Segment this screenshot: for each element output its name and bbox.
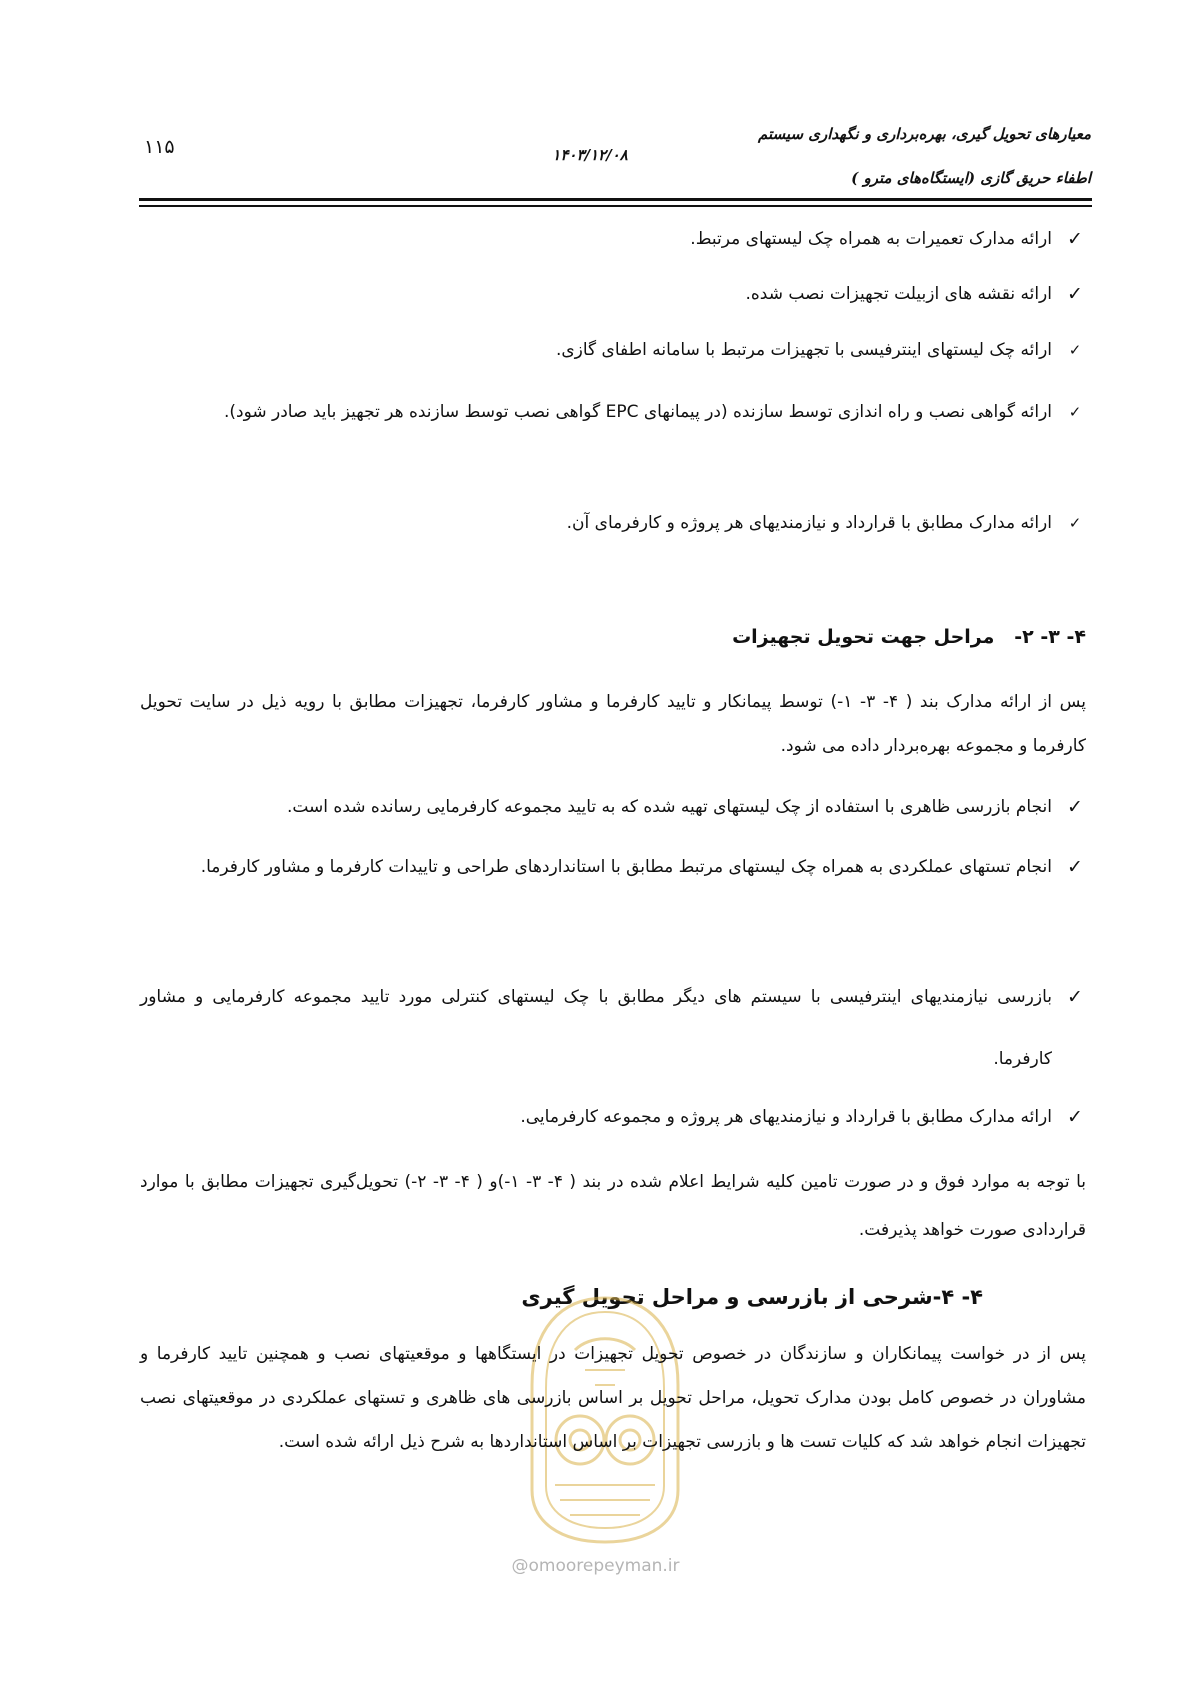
list-item: ✓ ارائه مدارک تعمیرات به همراه چک لیستهای مرتبط.	[140, 212, 1086, 266]
checkmark-icon: ✓	[1067, 796, 1083, 818]
page-number: ۱۱۵	[144, 136, 175, 158]
header-title-line1: معیارهای تحویل گیری، بهره‌برداری و نگهداری سیستم	[758, 125, 1091, 143]
header-title-line2: اطفاء حریق گازی (ایستگاه‌های مترو )	[851, 169, 1091, 187]
checkmark-icon: ✓	[1067, 986, 1083, 1008]
watermark-url: @omoorepeyman.ir	[511, 1556, 680, 1576]
header-rule-thin	[139, 205, 1092, 207]
section-conclusion: با توجه به موارد فوق و در صورت تامین کلیه شرایط اعلام شده در بند ( ۴- ۳- ۱-)و ( ۴- ۳- ۲-) تحویل‌گیری تجهیزات مطابق با موارد قراردادی صورت خواهد پذیرفت.	[140, 1172, 1087, 1240]
list-item: ✓ انجام بازرسی ظاهری با استفاده از چک لیستهای تهیه شده که به تایید مجموعه کارفرمایی رسانده شده است.	[140, 780, 1086, 834]
section-title: مراحل جهت تحویل تجهیزات	[732, 626, 995, 648]
list-item: ✓ بازرسی نیازمندیهای اینترفیسی با سیستم های دیگر مطابق با چک لیستهای کنترلی مورد تایید مجموعه کارفرمایی و مشاور کارفرما.	[140, 966, 1086, 1092]
checkmark-icon: ✓	[1067, 283, 1083, 305]
checkmark-icon: ✓	[1067, 228, 1083, 250]
checkmark-icon: ✓	[1067, 856, 1083, 878]
list-item: ✓ انجام تستهای عملکردی به همراه چک لیستهای مرتبط مطابق با استانداردهای طراحی و تاییدات کارفرما و مشاور کارفرما.	[140, 836, 1086, 962]
checkmark-icon: ✓	[1068, 514, 1082, 532]
header-date: ۱۴۰۳/۱۲/۰۸	[552, 146, 628, 164]
section-number: ۴- ۳- ۲-	[1014, 626, 1086, 648]
list-item: ✓ ارائه نقشه های ازبیلت تجهیزات نصب شده.	[140, 267, 1086, 321]
section-intro: پس از ارائه مدارک بند ( ۴- ۳- ۱-) توسط پیمانکار و تایید کارفرما و مشاور کارفرما، تجهیزات مطابق با رویه ذیل در سایت تحویل کارفرما و مجموعه بهره‌بردار داده می شود.	[140, 692, 1087, 756]
header-rule-thick	[139, 198, 1092, 201]
list-item: ✓ ارائه مدارک مطابق با قرارداد و نیازمندیهای هر پروژه و مجموعه کارفرمایی.	[140, 1090, 1086, 1144]
checkmark-icon: ✓	[1068, 403, 1082, 421]
checkmark-icon: ✓	[1068, 341, 1082, 359]
section-4-4-paragraph: پس از در خواست پیمانکاران و سازندگان در خصوص تحویل تجهیزات در ایستگاهها و موقعیتهای نصب و همچنین تایید کارفرما و مشاوران در خصوص کامل بودن مدارک تحویل، مراحل تحویل بر اساس بازرسی های ظاهری و تستهای عملکردی در موقعیتهای نصب تجهیزات انجام خواهد شد که کلیات تست ها و بازرسی تجهیزات بر اساس استانداردها به شرح ذیل ارائه شده است.	[140, 1344, 1086, 1452]
list-item: ✓ ارائه گواهی نصب و راه اندازی توسط سازنده (در پیمانهای EPC گواهی نصب توسط سازنده هر تجهیز باید صادر شود).	[140, 385, 1086, 493]
list-item: ✓ ارائه مدارک مطابق با قرارداد و نیازمندیهای هر پروژه و کارفرمای آن.	[140, 496, 1086, 550]
section-4-4-title: ۴- ۴-شرحی از بازرسی و مراحل تحویل گیری	[521, 1285, 983, 1309]
list-item: ✓ ارائه چک لیستهای اینترفیسی با تجهیزات مرتبط با سامانه اطفای گازی.	[140, 323, 1086, 377]
section-heading	[732, 626, 1086, 648]
checkmark-icon: ✓	[1067, 1106, 1083, 1128]
